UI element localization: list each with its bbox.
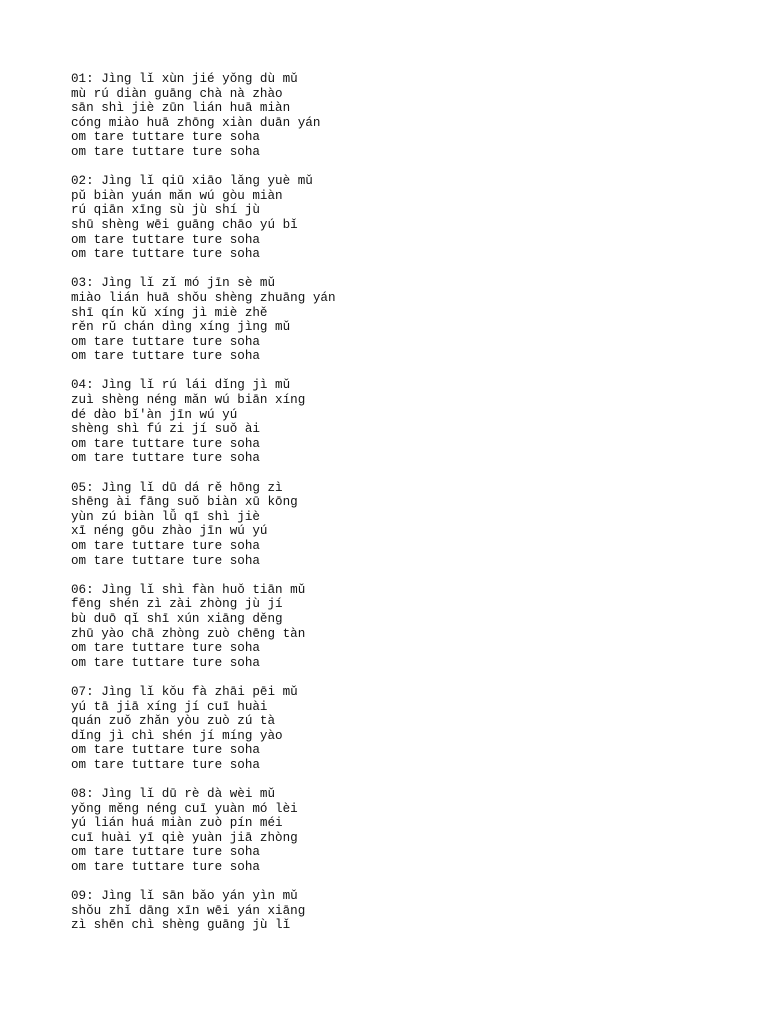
mantra-line: om tare tuttare ture soha bbox=[71, 144, 260, 159]
verse-05 bbox=[71, 481, 751, 569]
mantra-line: om tare tuttare ture soha bbox=[71, 451, 260, 466]
mantra-line: om tare tuttare ture soha bbox=[71, 860, 260, 875]
verse-line: 07: Jìng lǐ kǒu fà zhāi pēi mǔ bbox=[71, 684, 298, 699]
verse-line: yú tā jiā xíng jí cuī huài bbox=[71, 699, 268, 714]
mantra-line: om tare tuttare ture soha bbox=[71, 334, 260, 349]
mantra-line: om tare tuttare ture soha bbox=[71, 130, 260, 145]
verse-line: 01: Jìng lǐ xùn jié yǒng dù mǔ bbox=[71, 72, 298, 86]
verse-07 bbox=[71, 685, 751, 773]
verse-line: dǐng jì chì shén jí míng yào bbox=[71, 728, 283, 743]
verse-line: 06: Jìng lǐ shì fàn huǒ tiān mǔ bbox=[71, 582, 306, 597]
verse-line: xī néng gōu zhào jīn wú yú bbox=[71, 524, 268, 539]
mantra-line: om tare tuttare ture soha bbox=[71, 845, 260, 860]
mantra-line: om tare tuttare ture soha bbox=[71, 553, 260, 568]
mantra-line: om tare tuttare ture soha bbox=[71, 349, 260, 364]
verse-line: zì shēn chì shèng guāng jù lǐ bbox=[71, 918, 291, 933]
verse-line: shèng shì fú zi jí suǒ ài bbox=[71, 422, 260, 437]
verse-line: bù duō qǐ shī xún xiāng děng bbox=[71, 611, 283, 626]
mantra-line: om tare tuttare ture soha bbox=[71, 655, 260, 670]
verse-line: shī qín kǔ xíng jì miè zhě bbox=[71, 305, 268, 320]
verse-line: 05: Jìng lǐ dū dá rě hōng zì bbox=[71, 480, 283, 495]
verse-03 bbox=[71, 276, 751, 364]
verse-line: rú qiān xīng sù jù shí jù bbox=[71, 203, 260, 218]
verse-line: miào lián huā shǒu shèng zhuāng yán bbox=[71, 290, 336, 305]
verse-line: cuī huài yī qiè yuàn jiā zhòng bbox=[71, 830, 298, 845]
verse-line: 02: Jìng lǐ qiū xiāo lǎng yuè mǔ bbox=[71, 174, 313, 189]
verse-line: pǔ biàn yuán mǎn wú gòu miàn bbox=[71, 188, 283, 203]
verse-line: 09: Jìng lǐ sān bǎo yán yìn mǔ bbox=[71, 889, 298, 904]
mantra-line: om tare tuttare ture soha bbox=[71, 539, 260, 553]
verse-02 bbox=[71, 174, 751, 262]
mantra-line: om tare tuttare ture soha bbox=[71, 641, 260, 656]
verse-line: 08: Jìng lǐ dū rè dà wèi mǔ bbox=[71, 787, 276, 802]
mantra-line: om tare tuttare ture soha bbox=[71, 232, 260, 247]
verse-line: 03: Jìng lǐ zǐ mó jīn sè mǔ bbox=[71, 276, 276, 291]
verse-04 bbox=[71, 378, 751, 466]
verse-line: dé dào bǐ'àn jīn wú yú bbox=[71, 407, 238, 422]
verse-08 bbox=[71, 787, 751, 875]
mantra-line: om tare tuttare ture soha bbox=[71, 757, 260, 772]
verse-line: zuì shèng néng mǎn wú biān xíng bbox=[71, 393, 306, 408]
verse-06 bbox=[71, 583, 751, 671]
verse-line: rěn rǔ chán dìng xíng jìng mǔ bbox=[71, 320, 291, 335]
verse-09 bbox=[71, 889, 751, 933]
verse-line: zhū yào chā zhòng zuò chēng tàn bbox=[71, 626, 306, 641]
verse-line: 04: Jìng lǐ rú lái dǐng jì mǔ bbox=[71, 378, 291, 393]
verse-line: shǒu zhǐ dāng xīn wēi yán xiāng bbox=[71, 903, 306, 918]
verse-line: yùn zú biàn lǚ qī shì jiè bbox=[71, 509, 260, 524]
verse-line: mù rú diàn guāng chà nà zhào bbox=[71, 86, 283, 101]
verse-line: yú lián huá miàn zuò pín méi bbox=[71, 816, 283, 831]
verse-line: quán zuǒ zhǎn yòu zuò zú tà bbox=[71, 714, 276, 729]
mantra-line: om tare tuttare ture soha bbox=[71, 743, 260, 758]
verse-line: fēng shén zì zài zhòng jù jí bbox=[71, 597, 283, 612]
verse-line: shū shèng wēi guāng chāo yú bǐ bbox=[71, 217, 298, 232]
mantra-line: om tare tuttare ture soha bbox=[71, 436, 260, 451]
verse-line: sān shì jiè zūn lián huā miàn bbox=[71, 101, 291, 116]
document-page bbox=[71, 72, 751, 948]
verse-01 bbox=[71, 72, 751, 160]
verse-line: shēng ài fāng suǒ biàn xū kōng bbox=[71, 495, 298, 510]
verse-line: yǒng měng néng cuī yuàn mó lèi bbox=[71, 801, 298, 816]
mantra-line: om tare tuttare ture soha bbox=[71, 247, 260, 262]
verse-line: cóng miào huā zhōng xiàn duān yán bbox=[71, 115, 321, 130]
